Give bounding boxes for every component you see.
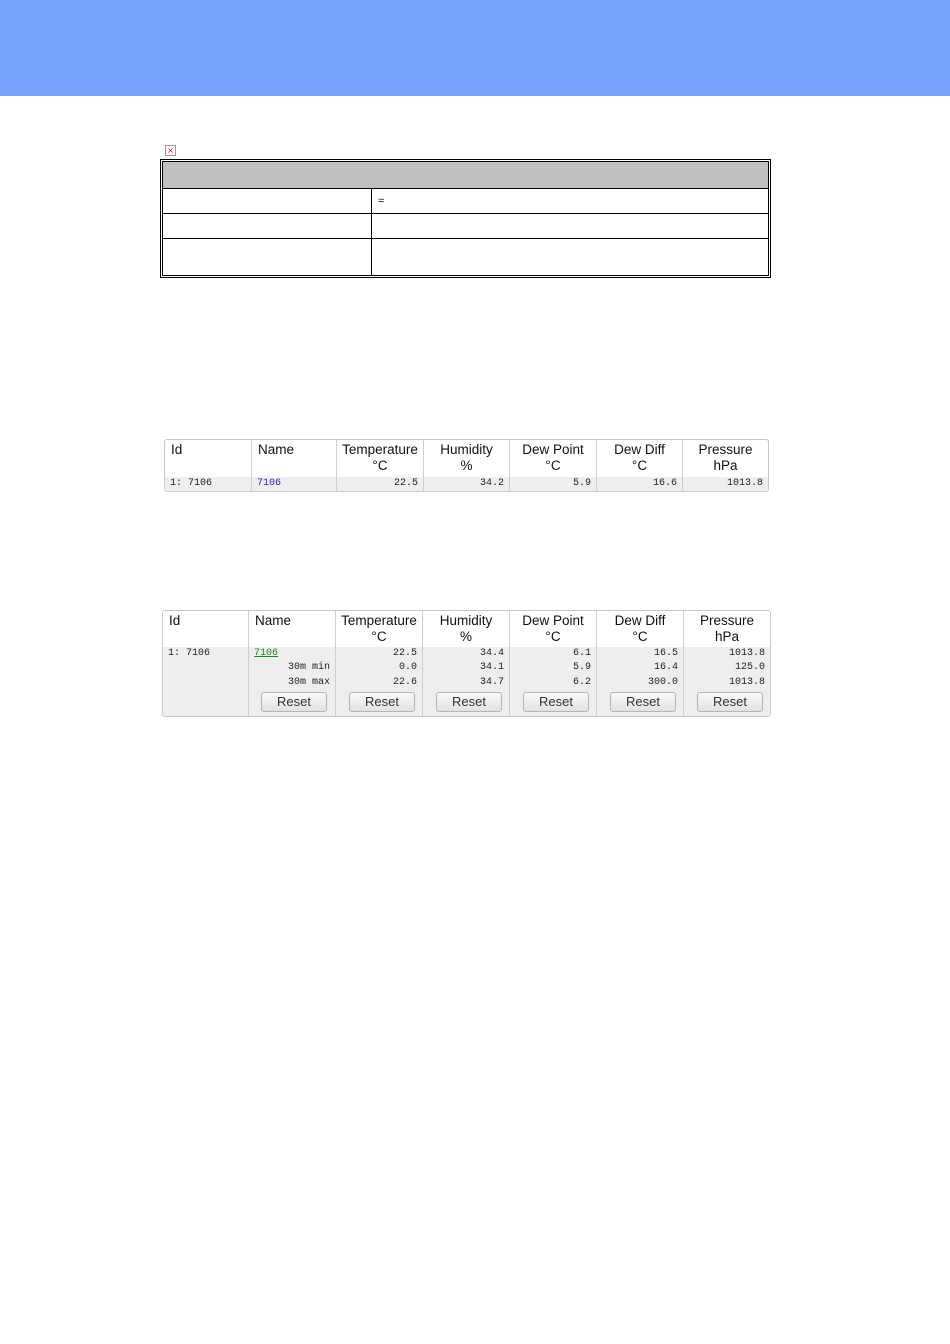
info-table xyxy=(160,159,771,278)
col-unit-humidity: % xyxy=(459,629,472,644)
col-header-temperature: Temperature xyxy=(341,613,417,628)
reset-name-button[interactable]: Reset xyxy=(261,692,327,712)
dew-point-current: 6.1 xyxy=(572,648,591,659)
pressure-min: 125.0 xyxy=(734,662,765,673)
temperature-value: 22.5 xyxy=(393,478,418,489)
reset-dew-point-button[interactable]: Reset xyxy=(523,692,589,712)
sensor-id: 1: 7106 xyxy=(168,648,211,659)
reset-dew-diff-button[interactable]: Reset xyxy=(610,692,676,712)
humidity-value: 34.2 xyxy=(479,478,504,489)
dew-diff-max: 300.0 xyxy=(647,677,678,688)
min-label: 30m min xyxy=(287,662,330,673)
temperature-max: 22.6 xyxy=(392,677,417,688)
sensor-name-link[interactable]: 7106 xyxy=(254,648,279,659)
info-row-label xyxy=(163,214,372,238)
col-unit-dew-point: °C xyxy=(545,629,561,644)
col-header-name: Name xyxy=(258,442,295,457)
col-unit-dew-point: °C xyxy=(545,458,561,473)
humidity-min: 34.1 xyxy=(479,662,504,673)
pressure-max: 1013.8 xyxy=(728,677,765,688)
dew-diff-value: 16.6 xyxy=(652,478,677,489)
col-header-dew-point: Dew Point xyxy=(522,613,584,628)
col-unit-dew-diff: °C xyxy=(632,629,648,644)
sensor-table-minmax xyxy=(162,610,771,717)
col-header-pressure: Pressure xyxy=(698,442,753,457)
sensor-table-current xyxy=(164,439,769,492)
broken-image-icon: × xyxy=(165,145,176,156)
sensor-name-link[interactable]: 7106 xyxy=(257,478,282,489)
col-header-id: Id xyxy=(171,442,183,457)
col-header-humidity: Humidity xyxy=(439,613,493,628)
temperature-current: 22.5 xyxy=(392,648,417,659)
pressure-value: 1013.8 xyxy=(726,478,763,489)
info-row xyxy=(163,189,768,214)
col-header-temperature: Temperature xyxy=(342,442,418,457)
col-header-name: Name xyxy=(255,613,292,628)
dew-diff-min: 16.4 xyxy=(653,662,678,673)
info-row-label xyxy=(163,239,372,275)
pressure-current: 1013.8 xyxy=(728,648,765,659)
info-row xyxy=(163,239,768,275)
info-row xyxy=(163,214,768,239)
reset-pressure-button[interactable]: Reset xyxy=(697,692,763,712)
reset-temperature-button[interactable]: Reset xyxy=(349,692,415,712)
col-header-humidity: Humidity xyxy=(440,442,493,457)
col-unit-pressure: hPa xyxy=(713,458,738,473)
col-header-dew-diff: Dew Diff xyxy=(614,613,666,628)
dew-point-max: 6.2 xyxy=(572,677,591,688)
sensor-id: 1: 7106 xyxy=(170,478,213,489)
max-label: 30m max xyxy=(287,677,330,688)
humidity-max: 34.7 xyxy=(479,677,504,688)
reset-humidity-button[interactable]: Reset xyxy=(436,692,502,712)
dew-diff-current: 16.5 xyxy=(653,648,678,659)
col-header-dew-diff: Dew Diff xyxy=(614,442,665,457)
humidity-current: 34.4 xyxy=(479,648,504,659)
col-header-id: Id xyxy=(169,613,181,628)
col-unit-temperature: °C xyxy=(372,458,388,473)
temperature-min: 0.0 xyxy=(398,662,417,673)
col-unit-temperature: °C xyxy=(371,629,387,644)
dew-point-value: 5.9 xyxy=(572,478,591,489)
col-unit-pressure: hPa xyxy=(714,629,740,644)
col-header-pressure: Pressure xyxy=(699,613,755,628)
info-table-header xyxy=(163,162,768,189)
col-unit-dew-diff: °C xyxy=(631,458,648,473)
col-header-dew-point: Dew Point xyxy=(522,442,584,457)
info-row-label xyxy=(163,189,372,213)
dew-point-min: 5.9 xyxy=(572,662,591,673)
info-row-value: ≈ xyxy=(378,195,385,207)
col-unit-humidity: % xyxy=(460,458,473,473)
top-banner xyxy=(0,0,950,96)
